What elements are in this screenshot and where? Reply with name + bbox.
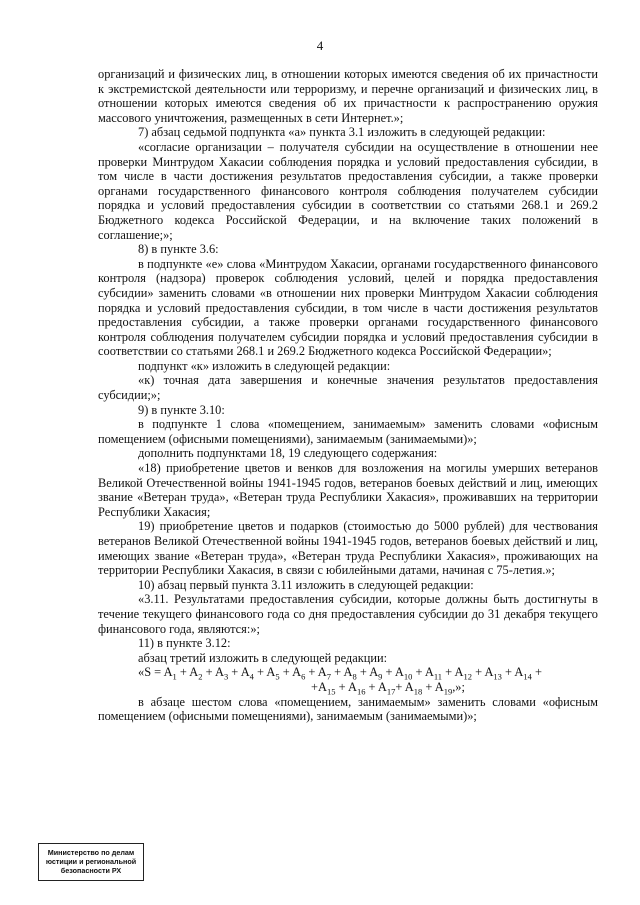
closing-paragraph: в абзаце шестом слова «помещением, занимаемым» заменить словами «офисным помещением (офисными помещениями), занимаемым (занимаемыми)»; [98, 694, 598, 724]
paragraph: подпункт «к» изложить в следующей редакции: [138, 358, 391, 373]
paragraph: 19) приобретение цветов и подарков (стоимостью до 5000 рублей) для чествования ветеранов Великой Отечественной войны 1941-1945 годов, ветеранов боевых действий и лиц, имеющих звание «Ветеран труда», «Ветеран труда Республики Хакасия», проживающих на территории Республики Хакасия, в связи с юбилейными датами, начиная с 75-летия.»; [98, 519, 598, 578]
page-number: 4 [316, 38, 324, 53]
paragraph: «к) точная дата завершения и конечные значения результатов предоставления субсидии;»; [98, 373, 598, 403]
paragraph: 11) в пункте 3.12: [138, 636, 231, 651]
paragraph: 8) в пункте 3.6: [138, 242, 219, 257]
paragraph-list [98, 67, 598, 665]
paragraph: организаций и физических лиц, в отношении которых имеются сведения об их причастности к экстремистской деятельности или терроризму, и перечне организаций и физических лиц, в отношении которых имеются сведения об их причастности к распространению оружия массового уничтожения, размещенных в сети Интернет.»; [98, 67, 598, 125]
paragraph: «18) приобретение цветов и венков для возложения на могилы умерших ветеранов Великой Отечественной войны 1941-1945 годов, ветеранов боевых действий и лиц, имеющих звание «Ветеран труда», «Ветеран труда Республики Хакасия», проживавших на территории Республики Хакасия; [98, 461, 598, 519]
document-body [98, 67, 598, 724]
paragraph: в подпункте 1 слова «помещением, занимаемым» заменить словами «офисным помещением (офисными помещениями), занимаемым (занимаемыми)»; [98, 417, 598, 446]
paragraph: 9) в пункте 3.10: [138, 402, 225, 417]
paragraph: 10) абзац первый пункта 3.11 изложить в следующей редакции: [138, 577, 474, 592]
paragraph: «согласие организации – получателя субсидии на осуществление в отношении нее проверки Минтрудом Хакасии соблюдения порядка и условий предоставления субсидии, в том числе в части достижения результатов предоставления субсидии, а также проверки органами государственного финансового контроля соблюдения получателем субсидии порядка и условий предоставления субсидии в соответствии со статьями 268.1 и 269.2 Бюджетного кодекса Российской Федерации, и на включение таких положений в соглашение;»; [98, 139, 598, 242]
registration-stamp: Министерство по делам юстиции и региональной безопасности РХ [38, 843, 144, 881]
formula-line-2: $+A_{15} + A_{16} + A_{17}+ A_{18} + A_{19}$,»; [311, 679, 465, 697]
paragraph: «3.11. Результатами предоставления субсидии, которые должны быть достигнуты в течение текущего финансового года со дня предоставления субсидии до 31 декабря текущего финансового года, являются:»; [98, 592, 598, 636]
paragraph: 7) абзац седьмой подпункта «а» пункта 3.1 изложить в следующей редакции: [138, 125, 546, 140]
paragraph: абзац третий изложить в следующей редакции: [138, 650, 388, 665]
formula-line-1: «$S = A_1 + A_2 + A_3 + A_4 + A_5 + A_6 + A_7 + A_8 + A_9 + A_{10} + A_{11} + A_{12} + A_{13} + A_{14}$ + [138, 665, 542, 682]
paragraph: в подпункте «е» слова «Минтрудом Хакасии, органами государственного финансового контроля (надзора) проверок соблюдения условий, целей и порядка предоставления субсидии» заменить словами «в отношении них проверки Минтрудом Хакасии соблюдения порядка и условий предоставления субсидии, в том числе в части достижения результатов предоставления субсидии, а также проверки органами государственного финансового контроля соблюдения получателем субсидии порядка и условий предоставления субсидии в соответствии со статьями 268.1 и 269.2 Бюджетного кодекса Российской Федерации»; [98, 256, 598, 359]
paragraph: дополнить подпунктами 18, 19 следующего содержания: [138, 446, 438, 461]
